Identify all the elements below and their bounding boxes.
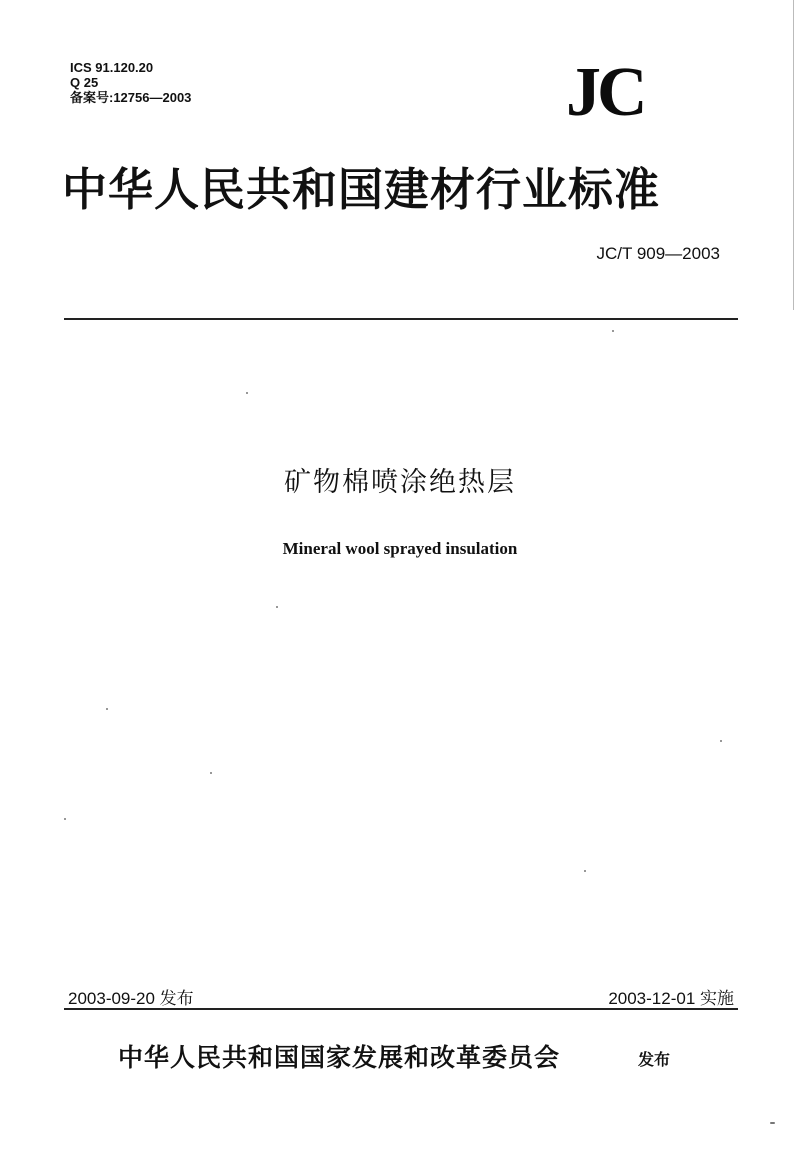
publisher-name: 中华人民共和国国家发展和改革委员会 <box>118 1043 561 1072</box>
top-divider <box>64 318 738 320</box>
scan-speck <box>246 392 248 394</box>
ics-code: ICS 91.120.20 <box>70 60 154 75</box>
scan-speck <box>276 606 278 608</box>
document-title-cn: 矿物棉喷涂绝热层 <box>284 467 516 498</box>
scan-edge-line <box>793 0 794 310</box>
document-title-en: Mineral wool sprayed insulation <box>282 539 518 558</box>
classification-block <box>70 60 191 105</box>
implementation-date: 2003-12-01 实施 <box>608 989 734 1008</box>
record-number: 备案号:12756—2003 <box>70 90 192 105</box>
ccs-code: Q 25 <box>70 75 99 90</box>
scan-speck <box>612 330 614 332</box>
jc-logo: JC <box>566 54 644 131</box>
issue-date: 2003-09-20 发布 <box>68 989 194 1008</box>
standard-category-title: 中华人民共和国建材行业标准 <box>62 163 661 216</box>
scan-speck <box>106 708 108 710</box>
scan-speck <box>210 772 212 774</box>
standard-number: JC/T 909—2003 <box>596 244 720 263</box>
scan-speck <box>770 1122 775 1124</box>
scan-speck <box>720 740 722 742</box>
scan-speck <box>584 870 586 872</box>
scan-speck <box>64 818 66 820</box>
bottom-divider <box>64 1008 738 1010</box>
publish-label: 发布 <box>638 1050 671 1069</box>
